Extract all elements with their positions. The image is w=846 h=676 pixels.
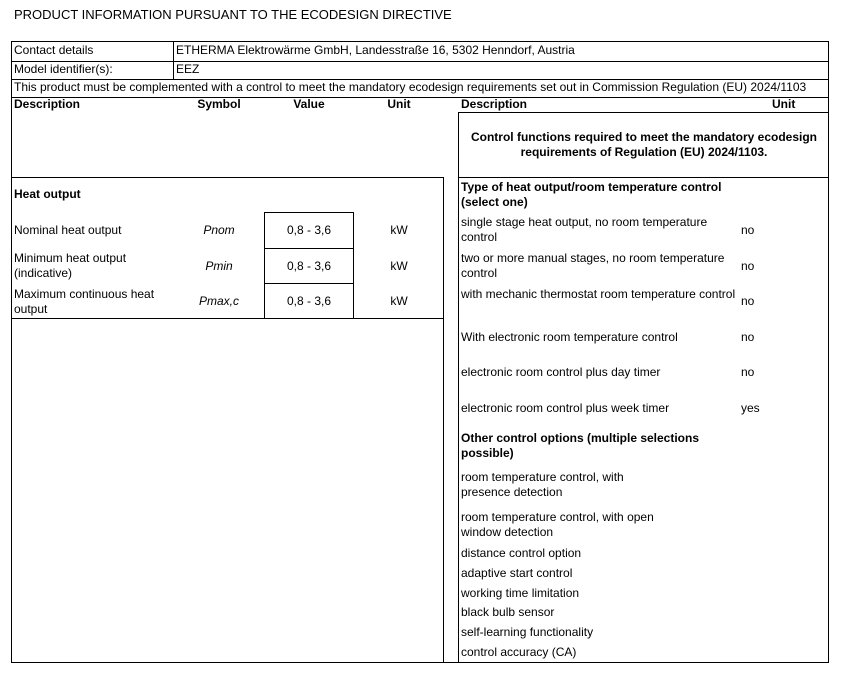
heat-row-unit: kW <box>390 259 408 273</box>
control-heading-line <box>458 177 829 178</box>
right-header-description: Description <box>461 97 528 111</box>
table-border-left <box>11 41 12 663</box>
control-other-label: distance control option <box>461 546 582 560</box>
contact-value: ETHERMA Elektrowärme GmbH, Landesstraße 16, 5302 Henndorf, Austria <box>176 43 575 57</box>
row-divider <box>11 61 829 62</box>
control-other-label: self-learning functionality <box>461 625 594 639</box>
heat-row-symbol: Pmax,c <box>198 294 239 308</box>
table-border-right <box>828 41 829 663</box>
control-other-label: adaptive start control <box>461 566 573 580</box>
ecodesign-notice: This product must be complemented with a control to meet the mandatory ecodesign requirements set out in Commission Regulation (EU) 2024/1103 <box>14 80 807 94</box>
heat-row-label: Minimum heat output (indicative) <box>14 251 127 280</box>
control-type-value: no <box>741 330 755 344</box>
table-border-bottom <box>11 662 829 663</box>
heat-row-symbol: Pmin <box>205 259 233 273</box>
control-other-heading: Other control options (multiple selections possible) <box>461 431 700 460</box>
heat-row-label: Nominal heat output <box>14 223 122 237</box>
control-type-value: no <box>741 294 755 308</box>
control-other-label: control accuracy (CA) <box>461 645 577 659</box>
left-header-description: Description <box>14 97 81 111</box>
control-type-value: yes <box>741 401 760 415</box>
model-value: EEZ <box>176 62 200 76</box>
heat-row-label: Maximum continuous heat output <box>14 287 155 316</box>
left-header-value: Value <box>293 97 325 111</box>
page-title: PRODUCT INFORMATION PURSUANT TO THE ECODESIGN DIRECTIVE <box>14 7 452 22</box>
control-type-label: single stage heat output, no room temperature control <box>461 215 708 244</box>
left-header-symbol: Symbol <box>197 97 241 111</box>
section-divider-left <box>443 177 444 663</box>
control-type-label: with mechanic thermostat room temperature control <box>461 287 736 301</box>
control-type-label: electronic room control plus day timer <box>461 365 661 379</box>
left-header-unit: Unit <box>387 97 411 111</box>
contact-label: Contact details <box>14 43 94 57</box>
control-other-label: black bulb sensor <box>461 605 555 619</box>
control-other-label: room temperature control, with open window detection <box>461 510 654 539</box>
heat-row-unit: kW <box>390 223 408 237</box>
control-type-value: no <box>741 223 755 237</box>
heat-row-value: 0,8 - 3,6 <box>286 223 332 237</box>
heat-output-heading: Heat output <box>14 187 81 201</box>
control-type-value: no <box>741 365 755 379</box>
control-heading: Control functions required to meet the mandatory ecodesign requirements of Regulation (EU) 2024/1103. <box>470 130 818 159</box>
heat-row-unit: kW <box>390 294 408 308</box>
control-type-value: no <box>741 259 755 273</box>
table-border-top <box>11 41 829 42</box>
section-divider-right <box>458 112 459 663</box>
heat-row-symbol: Pnom <box>203 223 235 237</box>
value-box-line <box>264 283 354 284</box>
control-type-heading: Type of heat output/room temperature control (select one) <box>461 180 722 209</box>
model-label: Model identifier(s): <box>14 62 113 76</box>
right-header-unit: Unit <box>772 97 796 111</box>
value-box-line <box>264 212 354 213</box>
heat-output-top-line <box>11 177 444 178</box>
control-other-label: working time limitation <box>461 586 580 600</box>
control-type-label: With electronic room temperature control <box>461 330 678 344</box>
heat-row-value: 0,8 - 3,6 <box>286 259 332 273</box>
heat-row-value: 0,8 - 3,6 <box>286 294 332 308</box>
control-other-label: room temperature control, with presence detection <box>461 470 624 499</box>
column-divider <box>173 41 174 79</box>
heat-output-bottom-line <box>11 318 444 319</box>
control-type-label: two or more manual stages, no room temperature control <box>461 251 725 280</box>
right-header-line <box>458 112 829 113</box>
control-type-label: electronic room control plus week timer <box>461 401 670 415</box>
value-box-line <box>264 248 354 249</box>
